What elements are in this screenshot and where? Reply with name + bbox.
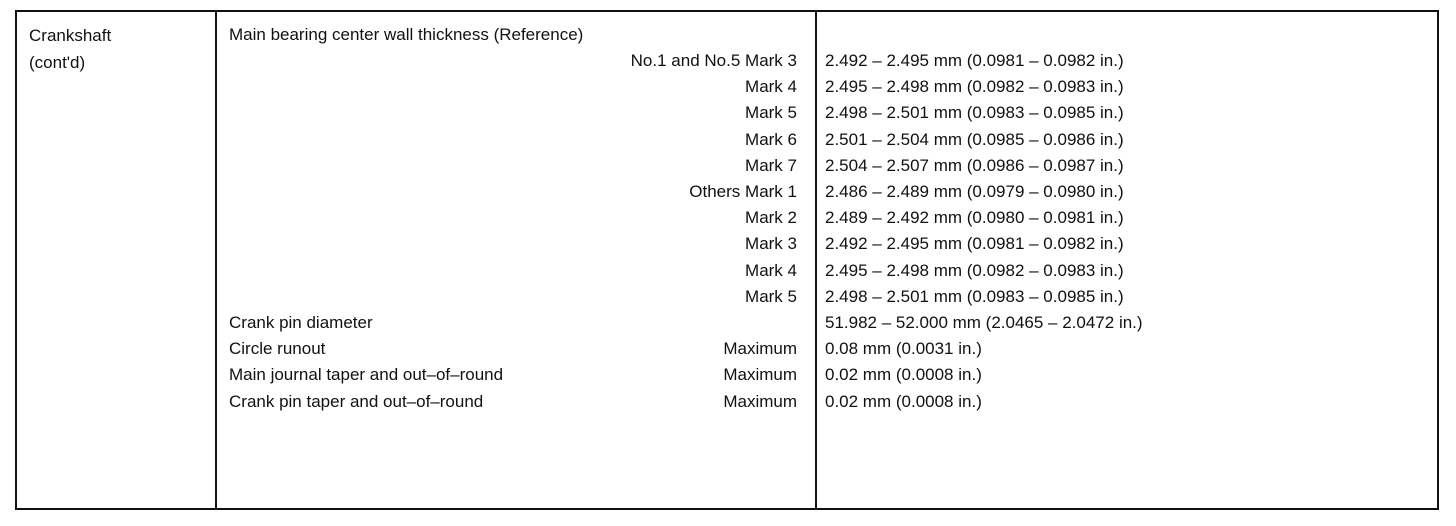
spec-qualifier: Maximum xyxy=(723,339,797,359)
mark-value: 2.498 – 2.501 mm (0.0983 – 0.0985 in.) xyxy=(825,286,1124,306)
table-row xyxy=(17,127,1437,153)
mark-name: Mark 5 xyxy=(745,103,797,123)
table-row xyxy=(17,179,1437,205)
table-row xyxy=(17,258,1437,284)
table-row xyxy=(17,205,1437,231)
mark-value: 2.498 – 2.501 mm (0.0983 – 0.0985 in.) xyxy=(825,103,1124,123)
spec-value: 0.08 mm (0.0031 in.) xyxy=(825,339,982,359)
table-row xyxy=(17,48,1437,74)
mark-name: Mark 4 xyxy=(745,77,797,97)
spec-item: Main journal taper and out–of–round xyxy=(229,365,504,385)
mark-name: Mark 6 xyxy=(745,129,797,149)
table-row xyxy=(17,284,1437,310)
mark-value: 2.492 – 2.495 mm (0.0981 – 0.0982 in.) xyxy=(825,51,1124,70)
component-name-cont: (cont'd) xyxy=(29,53,86,72)
mark-value: 2.504 – 2.507 mm (0.0986 – 0.0987 in.) xyxy=(825,155,1124,175)
mark-label xyxy=(745,258,797,284)
table-row xyxy=(17,336,1437,362)
mark-name: Mark 4 xyxy=(745,260,797,280)
mark-label xyxy=(745,100,797,126)
table-row xyxy=(17,231,1437,257)
table-row xyxy=(17,310,1437,336)
mark-label xyxy=(631,48,797,74)
mark-label xyxy=(745,127,797,153)
mark-group: Others xyxy=(689,182,741,201)
component-name: Crankshaft xyxy=(29,26,112,45)
spec-item: Crank pin diameter xyxy=(229,313,373,332)
table-row xyxy=(17,362,1437,388)
mark-name: Mark 1 xyxy=(745,182,797,201)
spec-value: 0.02 mm (0.0008 in.) xyxy=(825,365,982,385)
table-row xyxy=(17,153,1437,179)
mark-label xyxy=(689,179,797,205)
mark-label xyxy=(745,153,797,179)
mark-name: Mark 5 xyxy=(745,286,797,306)
spec-item: Circle runout xyxy=(229,339,326,359)
table-row xyxy=(17,74,1437,100)
mark-value: 2.501 – 2.504 mm (0.0985 – 0.0986 in.) xyxy=(825,129,1124,149)
spec-value: 51.982 – 52.000 mm (2.0465 – 2.0472 in.) xyxy=(825,313,1143,332)
mark-value: 2.495 – 2.498 mm (0.0982 – 0.0983 in.) xyxy=(825,77,1124,97)
mark-name: Mark 7 xyxy=(745,155,797,175)
table-row xyxy=(17,389,1437,415)
mark-label xyxy=(745,74,797,100)
mark-name: Mark 2 xyxy=(745,208,797,228)
spec-value: 0.02 mm (0.0008 in.) xyxy=(825,391,982,411)
spec-item: Crank pin taper and out–of–round xyxy=(229,391,484,411)
mark-label xyxy=(745,205,797,231)
mark-label xyxy=(745,284,797,310)
mark-value: 2.492 – 2.495 mm (0.0981 – 0.0982 in.) xyxy=(825,234,1124,254)
spec-qualifier: Maximum xyxy=(723,391,797,411)
mark-label xyxy=(745,231,797,257)
mark-value: 2.486 – 2.489 mm (0.0979 – 0.0980 in.) xyxy=(825,182,1124,201)
mark-value: 2.489 – 2.492 mm (0.0980 – 0.0981 in.) xyxy=(825,208,1124,228)
mark-name: Mark 3 xyxy=(745,234,797,254)
table-row xyxy=(17,100,1437,126)
header-item-label: Main bearing center wall thickness (Reference) xyxy=(229,25,584,44)
spec-table xyxy=(15,10,1439,510)
mark-value: 2.495 – 2.498 mm (0.0982 – 0.0983 in.) xyxy=(825,260,1124,280)
mark-group: No.1 and No.5 xyxy=(630,51,741,70)
mark-name: Mark 3 xyxy=(745,51,797,70)
spec-qualifier: Maximum xyxy=(723,365,797,385)
table-row-header xyxy=(17,22,1437,48)
